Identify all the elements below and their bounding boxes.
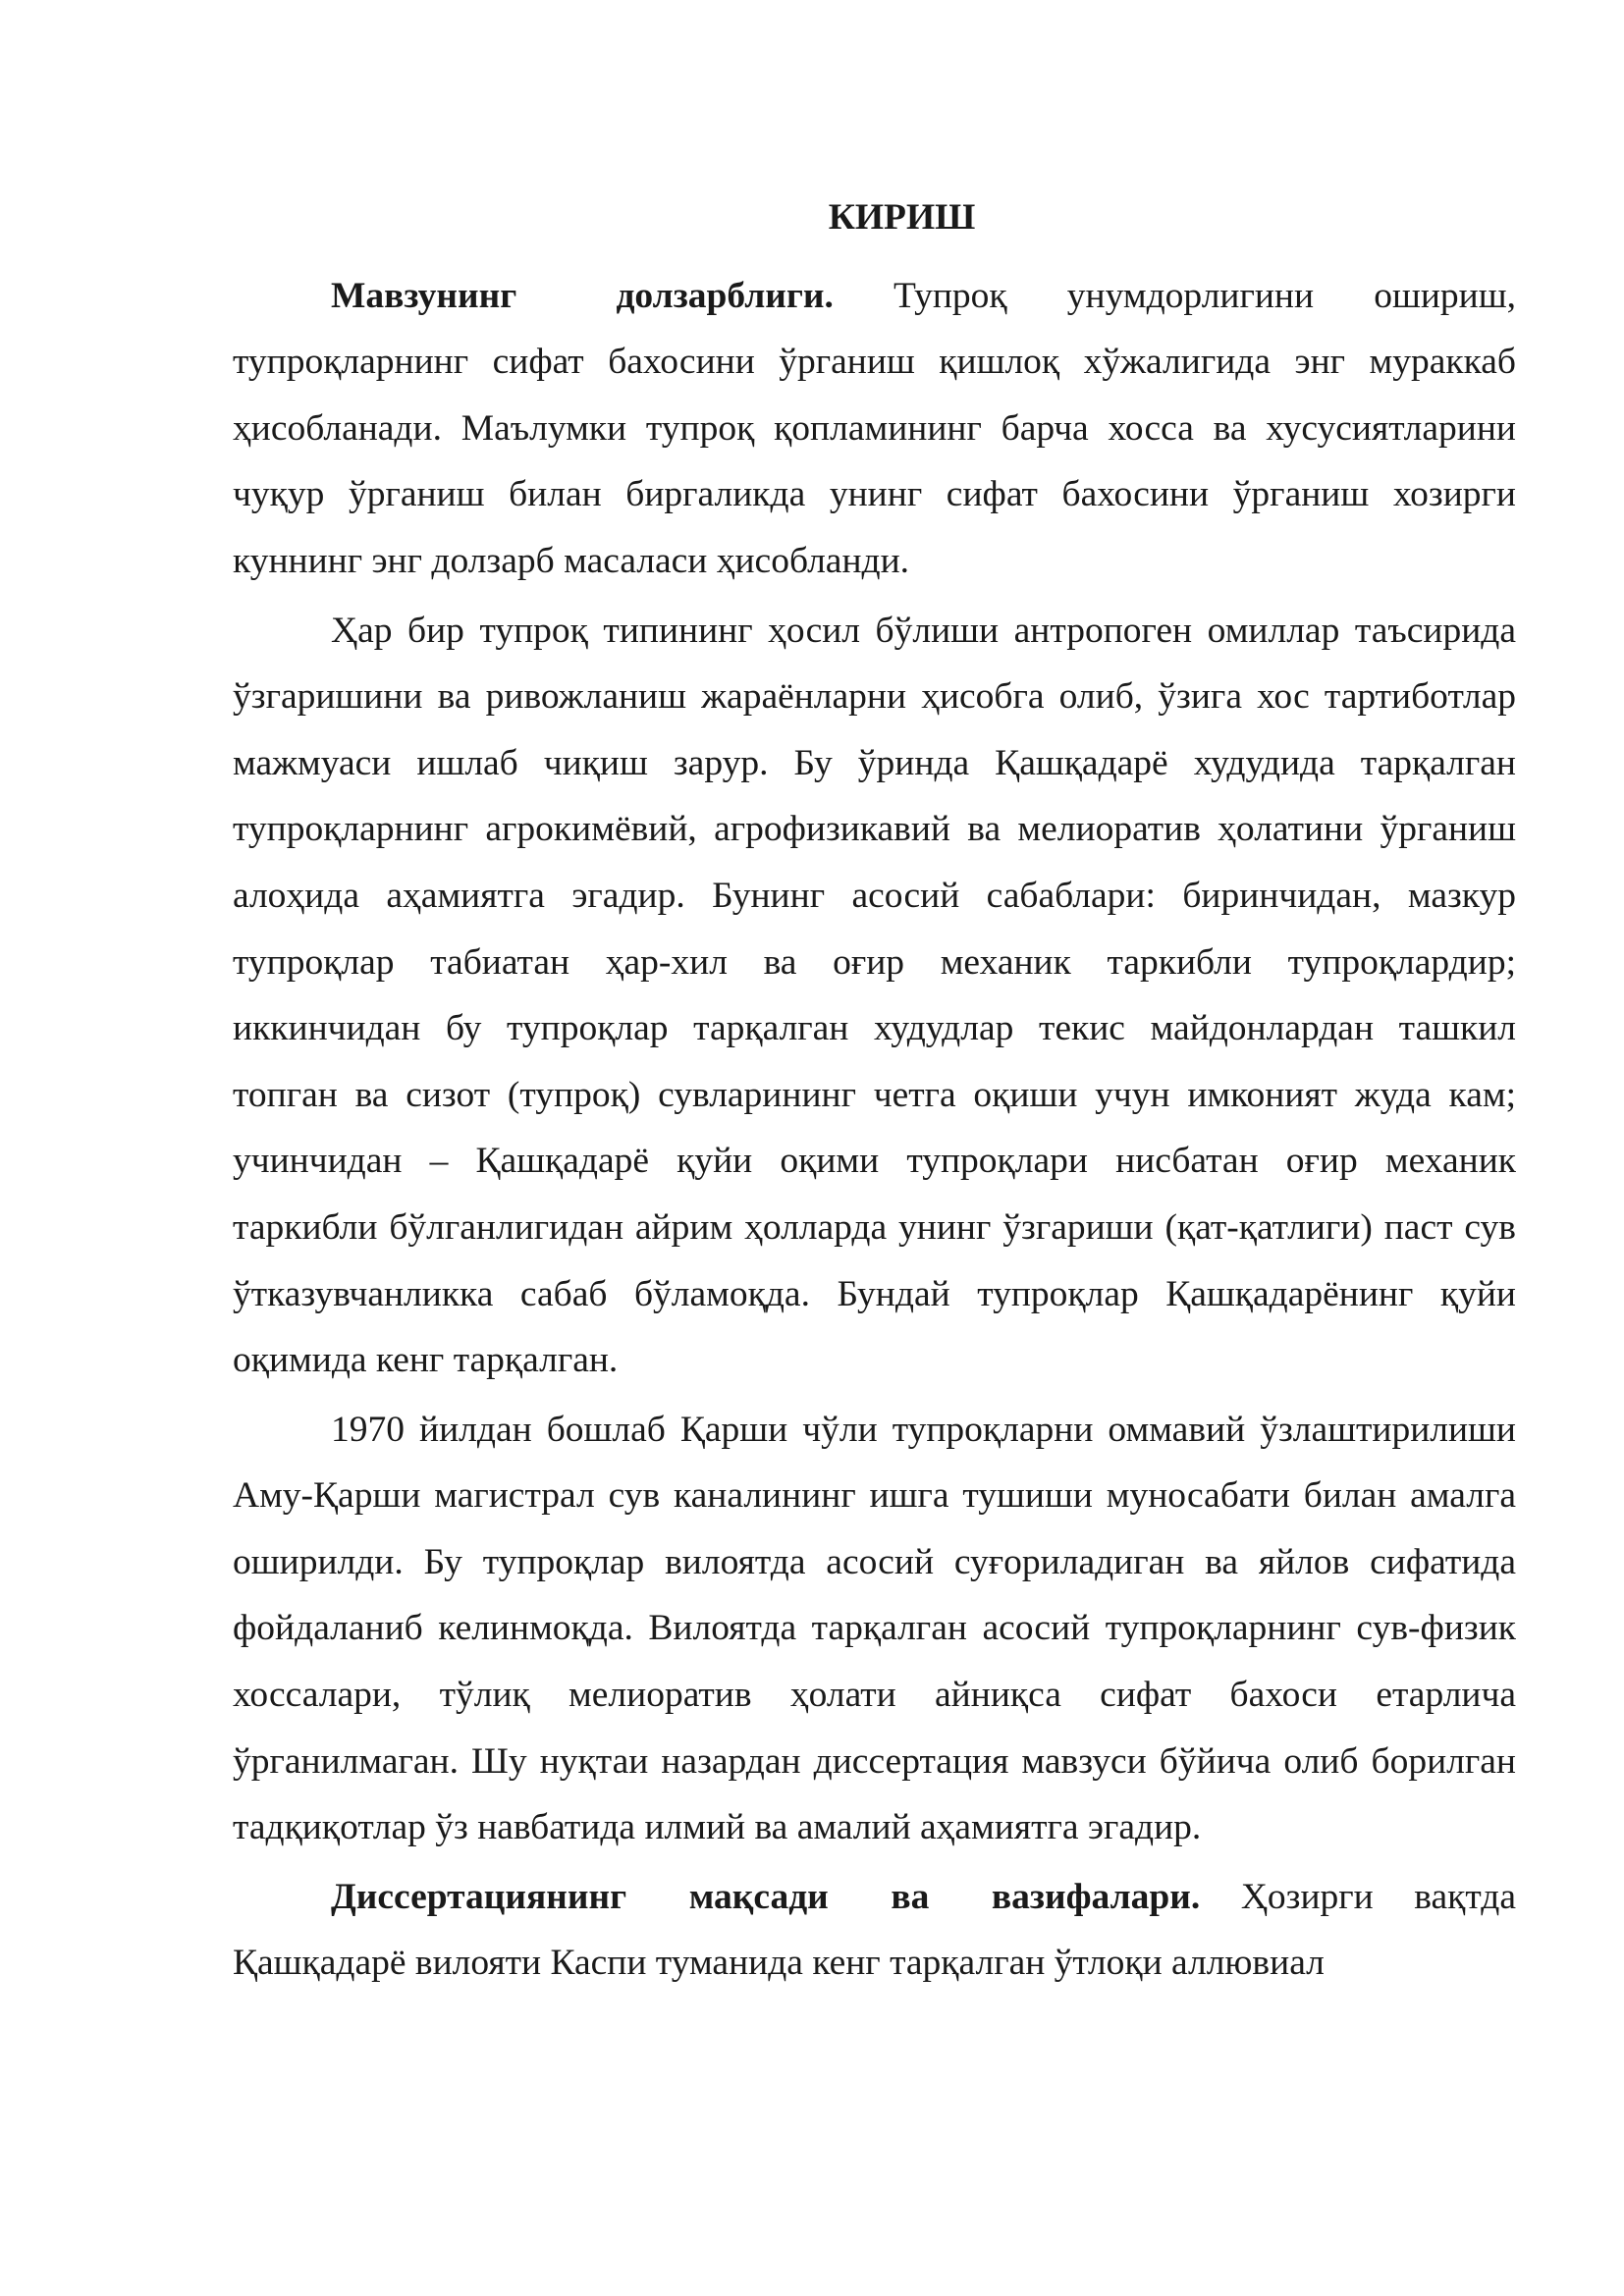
paragraph-lead: Мавзунинг долзарблиги.	[331, 275, 834, 316]
paragraph-relevance	[233, 263, 1516, 595]
paragraph-karshi-steppe	[233, 1397, 1516, 1861]
paragraph-text: 1970 йилдан бошлаб Қарши чўли тупроқларни оммавий ўзлаштирилиши Аму-Қарши магистрал сув каналининг ишга тушиши муносабати билан амалга оширилди. Бу тупроқлар вилоятда асосий суғориладиган ва яйлов сифатида фойдаланиб келинмоқда. Вилоятда тарқалган асосий тупроқларнинг сув-физик хоссалари, тўлиқ мелиоратив ҳолати айниқса сифат бахоси етарлича ўрганилмаган. Шу нуқтаи назардан диссертация мавзуси бўйича олиб борилган тадқиқотлар ўз навбатида илмий ва амалий аҳамиятга эгадир.	[233, 1409, 1516, 1848]
page-title: КИРИШ	[828, 197, 976, 238]
paragraph-soil-types	[233, 598, 1516, 1394]
paragraph-lead: Диссертациянинг мақсади ва вазифалари.	[331, 1876, 1201, 1917]
paragraph-goals	[233, 1864, 1516, 1997]
document-body	[233, 185, 1516, 1997]
paragraph-text: Ҳозирги вақтда Қашқадарё вилояти Каспи туманида кенг тарқалган ўтлоқи аллювиал	[233, 1876, 1516, 1984]
paragraph-text: Ҳар бир тупроқ типининг ҳосил бўлиши антропоген омиллар таъсирида ўзгаришини ва ривожланиш жараёнларни ҳисобга олиб, ўзига хос тартиботлар мажмуаси ишлаб чиқиш зарур. Бу ўринда Қашқадарё худудида тарқалган тупроқларнинг агрокимёвий, агрофизикавий ва мелиоратив ҳолатини ўрганиш алоҳида аҳамиятга эгадир. Бунинг асосий сабаблари: биринчидан, мазкур тупроқлар табиатан ҳар-хил ва оғир механик таркибли тупроқлардир; иккинчидан бу тупроқлар тарқалган худудлар текис майдонлардан ташкил топган ва сизот (тупроқ) сувларининг четга оқиши учун имконият жуда кам; учинчидан – Қашқадарё қуйи оқими тупроқлари нисбатан оғир механик таркибли бўлганлигидан айрим ҳолларда унинг ўзгариши (қат-қатлиги) паст сув ўтказувчанликка сабаб бўламоқда. Бундай тупроқлар Қашқадарёнинг қуйи оқимида кенг тарқалган.	[233, 610, 1516, 1381]
paragraph-text: Тупроқ унумдорлигини ошириш, тупроқларнинг сифат бахосини ўрганиш қишлоқ хўжалигида энг мураккаб ҳисобланади. Маълумки тупроқ қопламининг барча хосса ва хусусиятларини чуқур ўрганиш билан биргаликда унинг сифат бахосини ўрганиш хозирги куннинг энг долзарб масаласи ҳисобланди.	[233, 275, 1516, 581]
